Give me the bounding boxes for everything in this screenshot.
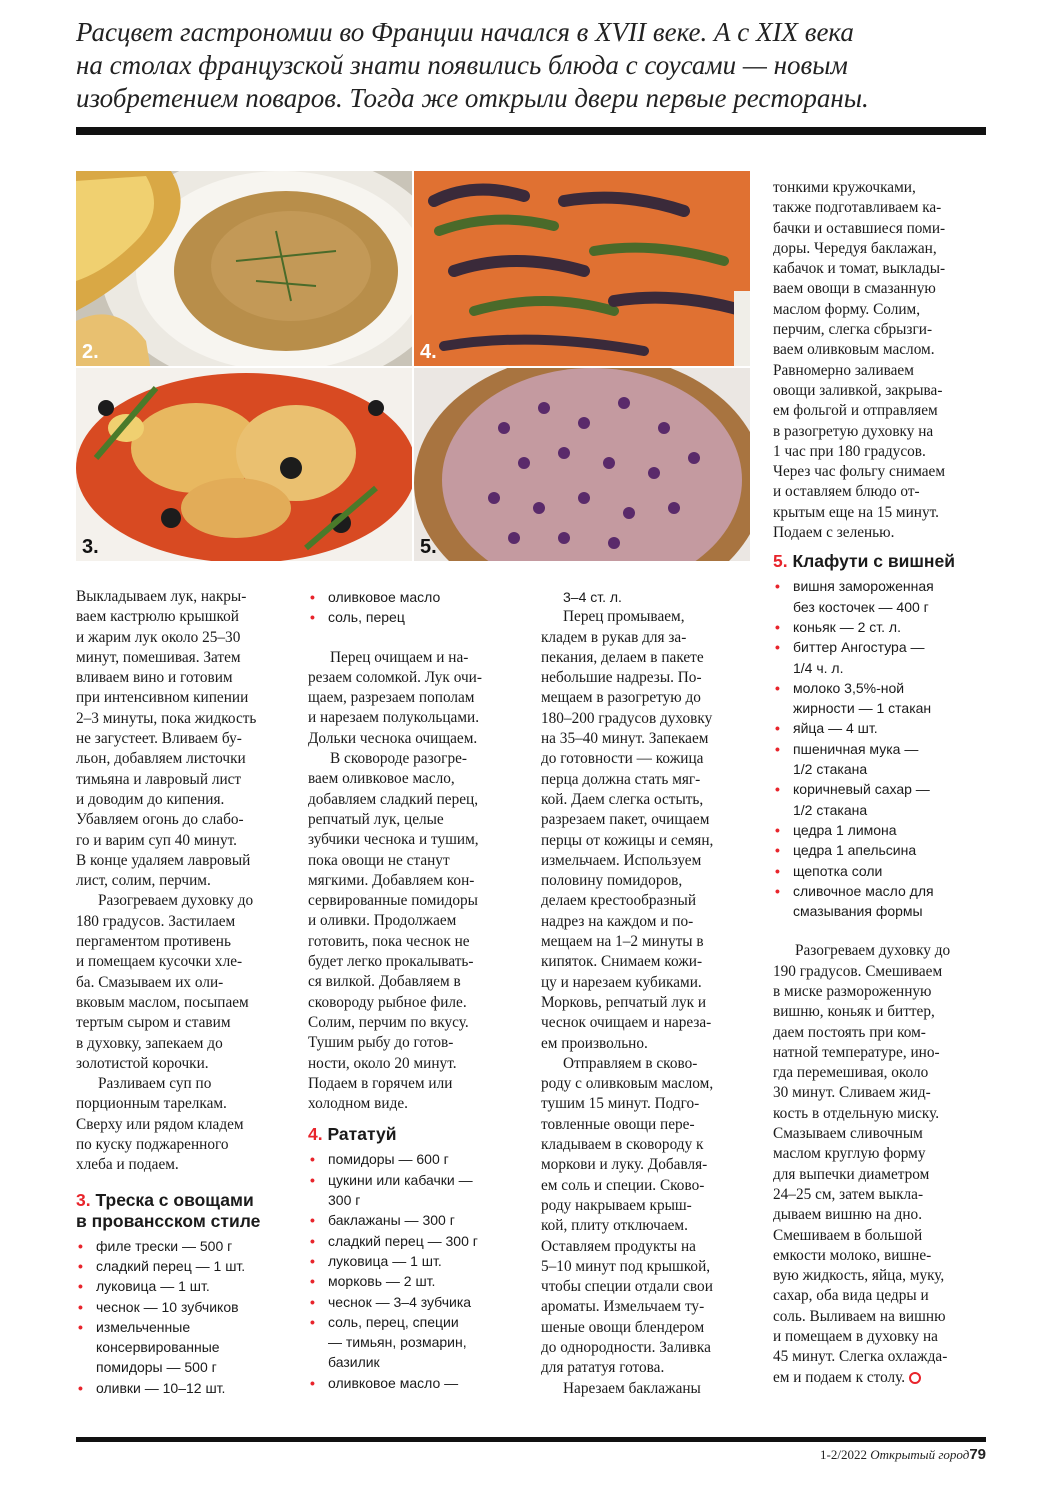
ingredient-text: 1/2 стакана (793, 801, 868, 818)
bullet-icon: • (775, 578, 780, 595)
ingredient-text: биттер Ангостура — (793, 639, 925, 656)
text-line: чеснок очищаем и нареза- (541, 1014, 712, 1032)
ingredient-item (76, 1297, 291, 1317)
text-line: холодном виде. (308, 1095, 408, 1113)
page-footer (820, 1446, 986, 1463)
ingredient-text: помидоры — 600 г (328, 1151, 449, 1168)
text-line: порционным тарелкам. (76, 1095, 227, 1113)
ingredient-item (308, 1312, 528, 1373)
text-line: кладываем в сковороду к (541, 1136, 704, 1154)
text-line: ваем оливковое масло, (308, 770, 455, 788)
top-rule (76, 127, 986, 135)
bullet-icon: • (310, 1273, 315, 1290)
ingredient-item (773, 678, 988, 719)
text-line: и жарим лук около 25–30 (76, 628, 241, 646)
text-line: овощи заливкой, закрыва- (773, 381, 943, 399)
text-line: до однородности. Заливка (541, 1338, 711, 1356)
text-line: кабачок и томат, выклады- (773, 260, 946, 278)
ingredient-text: чеснок — 10 зубчиков (96, 1298, 239, 1315)
photo-cod-provencal (76, 368, 412, 561)
ingredient-text: цукини или кабачки — (328, 1171, 473, 1188)
text-line: Убавляем огонь до слабо- (76, 811, 244, 829)
ingredient-text: вишня замороженная (793, 578, 934, 595)
ingredient-text: 300 г (328, 1192, 361, 1209)
text-line: 45 минут. Слегка охлаждa- (773, 1348, 948, 1366)
recipe-number: 5. (773, 551, 788, 572)
text-line: щаем, разрезаем пополам (308, 689, 475, 707)
text-line: Подаем в горячем или (308, 1074, 453, 1092)
ingredient-text: 1/4 ч. л. (793, 659, 844, 676)
bullet-icon: • (310, 1293, 315, 1310)
text-line: 5–10 минут под крышкой, (541, 1257, 711, 1275)
text-line: Разогреваем духовку до (98, 892, 254, 910)
recipe-heading (76, 1190, 291, 1232)
text-line: 30 минут. Сливаем жид- (773, 1084, 931, 1102)
text-line: будет легко прокалывать- (308, 953, 474, 971)
ingredient-item (773, 840, 988, 860)
ingredient-item (308, 1210, 528, 1230)
text-line: делаем крестообразный (541, 892, 697, 910)
ingredient-text: оливковое масло — (328, 1374, 459, 1391)
text-line: крытым еще на 15 минут. (773, 503, 939, 521)
text-line: хлеба и подаем. (76, 1156, 179, 1174)
ingredient-text: луковица — 1 шт. (328, 1252, 442, 1269)
text-line: Равномерно заливаем (773, 361, 914, 379)
ingredient-item (308, 1149, 528, 1169)
text-line: зубчики чеснока и тушим, (308, 831, 479, 849)
ingredient-item (773, 718, 988, 738)
text-line: соль. Выливаем на вишню (773, 1307, 946, 1325)
text-line: перца должна стать мяг- (541, 770, 701, 788)
recipe-heading-line (76, 1190, 291, 1211)
text-line: В сковороде разогре- (330, 750, 467, 768)
text-line: натной температуре, ино- (773, 1043, 940, 1061)
text-line: ем соль и специи. Сково- (541, 1176, 705, 1194)
bullet-icon: • (78, 1379, 83, 1396)
bullet-icon: • (78, 1318, 83, 1335)
recipe-title: в провансском стиле (76, 1210, 261, 1231)
paragraph-gap (308, 628, 528, 648)
text-line: 24–25 см, затем выкла- (773, 1185, 924, 1203)
ingredient-text: яйца — 4 шт. (793, 720, 878, 737)
text-line: добавляем сладкий перец, (308, 790, 479, 808)
ingredient-text: помидоры — 500 г (96, 1359, 217, 1376)
text-line: и нарезаем полукольцами. (308, 709, 480, 727)
bullet-icon: • (78, 1257, 83, 1274)
text-line: Разливаем суп по (98, 1075, 212, 1093)
text-line: тушим 15 минут. Подго- (541, 1095, 700, 1113)
text-line: вишню, коньяк и биттер, (773, 1003, 935, 1021)
text-line: чтобы специи отдали свои (541, 1278, 713, 1296)
text-line: тимьяна и лавровый лист (76, 770, 242, 788)
bullet-icon: • (310, 609, 315, 626)
text-line: по куску поджаренного (76, 1136, 229, 1154)
text-line: Сверху или рядом кладем (76, 1115, 244, 1133)
text-line: ароматы. Измельчаем ту- (541, 1298, 705, 1316)
text-line: ваем овощи в смазанную (773, 280, 936, 298)
text-line: Оставляем продукты на (541, 1237, 696, 1255)
recipe-heading-line (76, 1211, 291, 1232)
bullet-icon: • (775, 842, 780, 859)
text-line: вливаем вино и готовим (76, 669, 233, 687)
photo-number: 4. (420, 341, 437, 363)
text-line: ности, около 20 минут. (308, 1054, 457, 1072)
ingredient-text: молоко 3,5%-ной (793, 679, 905, 696)
text-line: Через час фольгу снимаем (773, 463, 946, 481)
text-line: мещаем в разогретую до (541, 689, 701, 707)
text-line: Смазываем сливочным (773, 1125, 923, 1143)
text-line: и доводим до кипения. (76, 790, 225, 808)
text-line: маслом форму. Солим, (773, 300, 921, 318)
ingredient-item (308, 1231, 528, 1251)
intro-line: Расцвет гастрономии во Франции начался в XVII веке. А с XIX века (76, 17, 854, 47)
recipe-heading-line (773, 551, 988, 572)
text-line: перчим, слегка сбрызги- (773, 321, 933, 339)
text-line: надрез на каждом и по- (541, 912, 694, 930)
text-line: и помещаем в духовку на (773, 1328, 938, 1346)
ingredient-item (773, 820, 988, 840)
text-line: Смешиваем в большой (773, 1226, 923, 1244)
text-line: Перец очищаем и на- (330, 648, 469, 666)
ingredient-item (76, 1236, 291, 1256)
text-line: Солим, перчим по вкусу. (308, 1013, 469, 1031)
text-line: ваем оливковым маслом. (773, 341, 935, 359)
text-line: Тушим рыбу до готов- (308, 1034, 454, 1052)
text-line: Перец промываем, (563, 608, 685, 626)
text-line: вковым маслом, посыпаем (76, 993, 249, 1011)
text-line: в духовку, запекаем до (76, 1034, 223, 1052)
ingredient-text: коричневый сахар — (793, 781, 930, 798)
text-line: льон, добавляем листочки (76, 750, 246, 768)
column-3 (541, 587, 756, 1399)
bullet-icon: • (310, 1313, 315, 1330)
text-line: при интенсивном кипении (76, 689, 249, 707)
text-line: на 35–40 минут. Запекаем (541, 730, 709, 748)
ingredient-text: сладкий перец — 300 г (328, 1232, 478, 1249)
ingredient-item (308, 1292, 528, 1312)
end-mark-icon (909, 1372, 921, 1384)
text-line: тертым сыром и ставим (76, 1014, 231, 1032)
ingredient-text: соль, перец (328, 609, 405, 626)
text-line: сахар, оба вида цедры и (773, 1287, 929, 1305)
bullet-icon: • (775, 740, 780, 757)
page-number: 79 (969, 1446, 986, 1463)
ingredient-list (308, 587, 528, 628)
ingredient-item (773, 617, 988, 637)
ingredient-item (76, 1378, 291, 1398)
ingredient-list (76, 1236, 291, 1398)
text-line: вую жидкость, яйца, муку, (773, 1267, 945, 1285)
text-line: небольшие надрезы. По- (541, 669, 702, 687)
ingredient-text: цедра 1 лимона (793, 821, 897, 838)
text-line: Отправляем в сково- (563, 1054, 698, 1072)
bullet-icon: • (775, 882, 780, 899)
text-line: резаем соломкой. Лук очи- (308, 668, 482, 686)
column-2 (308, 587, 528, 1393)
text-line: минут, помешивая. Затем (76, 648, 241, 666)
text-line: 1 час при 180 градусов. (773, 442, 926, 460)
bullet-icon: • (775, 821, 780, 838)
intro-line: изобретением поваров. Тогда же открыли двери первые рестораны. (76, 83, 869, 113)
ingredient-text: луковица — 1 шт. (96, 1278, 210, 1295)
text-line: и оливки. Продолжаем (308, 912, 457, 930)
bullet-icon: • (775, 618, 780, 635)
recipe-heading (773, 551, 988, 572)
text-line: лист, солим, перчим. (76, 872, 211, 890)
photo-number: 3. (82, 536, 99, 558)
text-line: Разогреваем духовку до (795, 942, 951, 960)
text-line: маслом круглую форму (773, 1145, 926, 1163)
text-line: шеные овощи блендером (541, 1318, 705, 1336)
ingredient-list (308, 1149, 528, 1393)
text-line: 180 градусов. Застилаем (76, 912, 236, 930)
text-line: и оставляем блюдо от- (773, 483, 920, 501)
ingredient-list (773, 576, 988, 921)
text-line: сервированные помидоры (308, 892, 478, 910)
text-line: пергаментом противень (76, 933, 231, 951)
text-line: Морковь, репчатый лук и (541, 993, 707, 1011)
ingredient-text: морковь — 2 шт. (328, 1273, 436, 1290)
bullet-icon: • (310, 1374, 315, 1391)
ingredient-text: консервированные (96, 1339, 220, 1356)
text-line: моркови и луку. Добавля- (541, 1156, 708, 1174)
bullet-icon: • (310, 1232, 315, 1249)
ingredient-text: смазывания формы (793, 903, 923, 920)
text-line: кой. Даем слегка остыть, (541, 790, 704, 808)
bullet-icon: • (775, 679, 780, 696)
recipe-title: Клафути с вишней (792, 551, 955, 572)
text-line: для выпечки диаметром (773, 1165, 930, 1183)
ingredient-text: соль, перец, специи (328, 1313, 459, 1330)
ingredient-text: щепотка соли (793, 862, 883, 879)
photo-number: 5. (420, 536, 437, 558)
bullet-icon: • (775, 781, 780, 798)
text-line: роду с оливковым маслом, (541, 1075, 714, 1093)
recipe-number: 3. (76, 1189, 91, 1210)
text-line: в миске размороженную (773, 982, 932, 1000)
ingredient-text: без косточек — 400 г (793, 598, 929, 615)
ingredient-text: 1/2 стакана (793, 761, 868, 778)
ingredient-text: базилик (328, 1354, 380, 1371)
text-line: мещаем на 1–2 минуты в (541, 933, 704, 951)
photo-number: 2. (82, 341, 99, 363)
text-line: Выкладываем лук, накры- (76, 588, 247, 605)
text-line: 2–3 минуты, пока жидкость (76, 709, 257, 727)
ingredient-text: измельченные (96, 1318, 191, 1335)
ingredient-item (308, 607, 528, 627)
text-line: измельчаем. Используем (541, 851, 702, 869)
bullet-icon: • (775, 862, 780, 879)
text-line: 3–4 ст. л. (563, 589, 622, 605)
bullet-icon: • (775, 639, 780, 656)
ingredient-text: коньяк — 2 ст. л. (793, 618, 901, 635)
bullet-icon: • (310, 1252, 315, 1269)
text-line: и помещаем кусочки хле- (76, 953, 243, 971)
text-line: Подаем с зеленью. (773, 524, 895, 542)
column-1 (76, 587, 291, 1398)
text-line: золотистой корочки. (76, 1054, 209, 1072)
text-line: 190 градусов. Смешиваем (773, 962, 943, 980)
text-line: сковороду рыбное филе. (308, 993, 467, 1011)
intro-text (76, 16, 976, 115)
text-line: бачки и оставшиеся поми- (773, 219, 946, 237)
text-line: разрезаем пакет, очищаем (541, 811, 710, 829)
ingredient-text: жирности — 1 стакан (793, 700, 932, 717)
issue-number: 1-2/2022 (820, 1447, 867, 1462)
ingredient-text: чеснок — 3–4 зубчика (328, 1293, 472, 1310)
ingredient-item (308, 587, 528, 607)
text-line: дываем вишню на дно. (773, 1206, 923, 1224)
text-line: даем постоять при ком- (773, 1023, 926, 1041)
recipe-heading-line (308, 1124, 528, 1145)
text-line: кипяток. Снимаем кожи- (541, 953, 703, 971)
text-line: до готовности — кожица (541, 750, 704, 768)
ingredient-item (308, 1170, 528, 1211)
photo-onion-soup (76, 171, 412, 366)
text-line: для рататуя готова. (541, 1359, 665, 1377)
text-line: ваем кастрюлю крышкой (76, 608, 239, 626)
ingredient-text: сливочное масло для (793, 882, 934, 899)
text-line: перцы от кожицы и семян, (541, 831, 714, 849)
text-line: цу и нарезаем кубиками. (541, 973, 702, 991)
text-line: товленные овощи пере- (541, 1115, 695, 1133)
ingredient-text: сладкий перец — 1 шт. (96, 1257, 246, 1274)
ingredient-item (773, 739, 988, 780)
ingredient-item (76, 1256, 291, 1276)
ingredient-item (773, 881, 988, 922)
text-line: готовить, пока чеснок не (308, 932, 470, 950)
column-4 (773, 178, 988, 1388)
ingredient-item (308, 1251, 528, 1271)
bullet-icon: • (775, 720, 780, 737)
text-line: доры. Чередуя баклажан, (773, 239, 937, 257)
ingredient-item (308, 1271, 528, 1291)
text-line: роду накрываем крыш- (541, 1196, 692, 1214)
text-line: Дольки чеснока очищаем. (308, 729, 478, 747)
text-line: го и варим суп 40 минут. (76, 831, 237, 849)
text-line: ем фольгой и отправляем (773, 402, 938, 420)
text-line: емкости молоко, вишне- (773, 1246, 932, 1264)
bullet-icon: • (310, 1171, 315, 1188)
bullet-icon: • (78, 1237, 83, 1254)
bullet-icon: • (78, 1278, 83, 1295)
magazine-name: Открытый город (870, 1447, 970, 1462)
ingredient-item (773, 779, 988, 820)
photo-ratatouille (414, 171, 750, 366)
bullet-icon: • (310, 589, 315, 605)
text-line: тонкими кружочками, (773, 179, 916, 196)
text-line: также подготавливаем ка- (773, 199, 942, 217)
text-line: не загустеет. Вливаем бу- (76, 730, 242, 748)
text-line: кой, плиту отключаем. (541, 1217, 688, 1235)
ingredient-text: цедра 1 апельсина (793, 842, 917, 859)
text-line: пока овощи не станут (308, 851, 450, 869)
ingredient-text: филе трески — 500 г (96, 1237, 233, 1254)
text-line: 180–200 градусов духовку (541, 709, 713, 727)
text-line: пекания, делаем в пакете (541, 648, 704, 666)
bullet-icon: • (310, 1212, 315, 1229)
ingredient-text: — тимьян, розмарин, (328, 1334, 467, 1351)
recipe-number: 4. (308, 1124, 323, 1145)
ingredient-item (773, 637, 988, 678)
ingredient-item (773, 576, 988, 617)
ingredient-item (76, 1317, 291, 1378)
bullet-icon: • (310, 1151, 315, 1168)
photo-clafoutis (414, 368, 750, 561)
text-line: ся вилкой. Добавляем в (308, 973, 461, 991)
text-line: половину помидоров, (541, 872, 683, 890)
recipe-heading (308, 1124, 528, 1145)
ingredient-text: оливковое масло (328, 589, 441, 605)
text-line: гда перемешивая, около (773, 1064, 929, 1082)
ingredient-text: пшеничная мука — (793, 740, 919, 757)
intro-line: на столах французской знати появились блюда с соусами — новым (76, 50, 848, 80)
text-line: кладем в рукав для за- (541, 628, 687, 646)
text-line: ба. Смазываем их оли- (76, 973, 224, 991)
ingredient-item (76, 1276, 291, 1296)
ingredient-text: оливки — 10–12 шт. (96, 1379, 226, 1396)
text-line: репчатый лук, целые (308, 810, 444, 828)
recipe-title: Треска с овощами (95, 1189, 254, 1210)
ingredient-item (308, 1373, 528, 1393)
text-line: ем произвольно. (541, 1034, 648, 1052)
text-line: мягкими. Добавляем кон- (308, 871, 475, 889)
text-line: Нарезаем баклажаны (563, 1379, 701, 1397)
ingredient-item (773, 861, 988, 881)
bottom-rule (76, 1437, 986, 1442)
text-line: кость в отдельную миску. (773, 1104, 940, 1122)
paragraph-gap (773, 921, 988, 941)
text-line: В конце удаляем лавровый (76, 851, 251, 869)
ingredient-text: баклажаны — 300 г (328, 1212, 455, 1229)
text-line: ем и подаем к столу. (773, 1368, 988, 1388)
bullet-icon: • (78, 1298, 83, 1315)
recipe-title: Рататуй (327, 1124, 397, 1145)
text-line: в разогретую духовку на (773, 422, 934, 440)
